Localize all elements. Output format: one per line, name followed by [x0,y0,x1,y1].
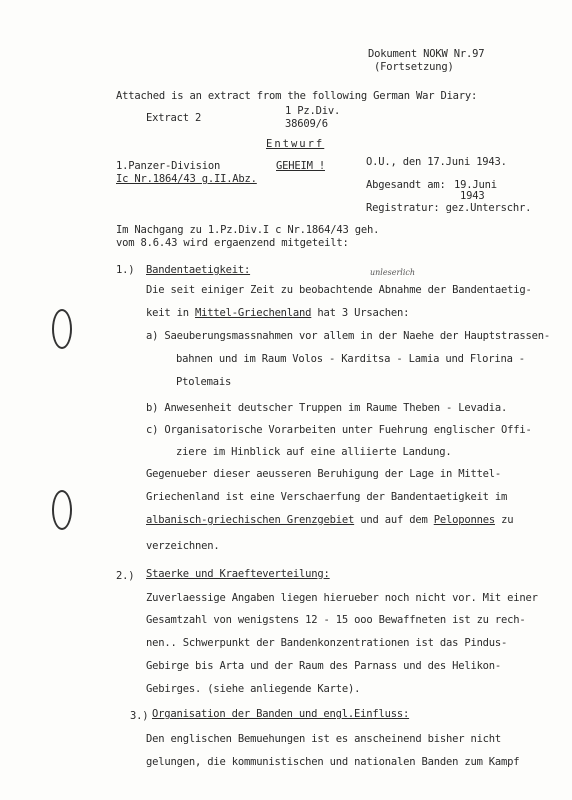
g-line-3-d: zu [494,514,514,526]
item-c-line-2: ziere im Hinblick auf eine alliierte Landung. [176,446,452,458]
punch-hole-top [52,309,72,349]
section-1-title: Bandentaetigkeit: [146,264,251,276]
s1-line-2-c: hat 3 Ursachen: [311,307,410,319]
item-b-line-1: b) Anwesenheit deutscher Truppen im Raume Theben - Levadia. [146,402,508,414]
s2-line-2: Gesamtzahl von wenigstens 12 - 15 ooo Bewaffneten ist zu rech- [146,614,526,626]
section-1-number: 1.) [116,264,135,276]
s3-line-2: gelungen, die kommunistischen und nationalen Banden zum Kampf [146,756,520,768]
section-3-title: Organisation der Banden und engl.Einfluss: [152,708,410,720]
sender-unit: 1.Panzer-Division [116,160,221,172]
peloponnes: Peloponnes [433,514,495,526]
item-a-line-3: Ptolemais [176,376,232,388]
item-a-line-1: a) Saeuberungsmassnahmen vor allem in der Naehe der Hauptstrassen- [146,330,551,342]
attached-note: Attached is an extract from the following German War Diary: [116,90,478,102]
gegenueber-line-1: Gegenueber dieser aeusseren Beruhigung der Lage in Mittel- [146,468,502,480]
extract-label: Extract 2 [146,112,202,124]
intro-line-2: vom 8.6.43 wird ergaenzend mitgeteilt: [116,237,349,249]
geheim-stamp: GEHEIM ! [276,160,325,172]
item-c-line-1: c) Organisatorische Vorarbeiten unter Fuehrung englischer Offi- [146,424,532,436]
mittel-griechenland: Mittel-Griechenland [194,307,312,319]
abgesandt-date-2: 1943 [460,190,485,202]
gegenueber-line-3 [146,514,513,527]
item-a-line-2: bahnen und im Raum Volos - Karditsa - Lamia und Florina - [176,353,525,365]
section-2-number: 2.) [116,570,135,582]
gegenueber-line-4: verzeichnen. [146,540,220,552]
division-line-1: 1 Pz.Div. [285,105,341,117]
document-reference: Dokument NOKW Nr.97 [368,48,485,60]
entwurf-heading: Entwurf [266,138,325,150]
s2-line-3: nen.. Schwerpunkt der Bandenkonzentrationen ist das Pindus- [146,637,508,649]
grenzgebiet: albanisch-griechischen Grenzgebiet [146,514,355,526]
punch-hole-bottom [52,490,72,530]
division-line-2: 38609/6 [285,118,328,130]
s2-line-1: Zuverlaessige Angaben liegen hierueber noch nicht vor. Mit einer [146,592,538,604]
s1-line-2-a: keit in [146,307,195,319]
registratur-line: Registratur: gez.Unterschr. [366,202,532,214]
g-line-3-b: und auf dem [354,514,434,526]
s1-line-2 [146,307,409,320]
abgesandt-label: Abgesandt am: [366,179,446,191]
place-date: O.U., den 17.Juni 1943. [366,156,507,168]
document-continuation: (Fortsetzung) [374,61,454,73]
pencil-note: unleserlich [370,268,416,277]
s2-line-5: Gebirges. (siehe anliegende Karte). [146,683,361,695]
section-2-title: Staerke und Kraefteverteilung: [146,568,330,580]
abgesandt-date-1: 19.Juni [454,179,497,191]
s3-line-1: Den englischen Bemuehungen ist es anscheinend bisher nicht [146,733,502,745]
intro-line-1: Im Nachgang zu 1.Pz.Div.I c Nr.1864/43 geh. [116,224,380,236]
gegenueber-line-2: Griechenland ist eine Verschaerfung der Bandentaetigkeit im [146,491,508,503]
s2-line-4: Gebirge bis Arta und der Raum des Parnass und des Helikon- [146,660,502,672]
section-3-number: 3.) [130,710,149,722]
sender-reference: Ic Nr.1864/43 g.II.Abz. [116,173,257,185]
s1-line-1: Die seit einiger Zeit zu beobachtende Abnahme der Bandentaetig- [146,284,532,296]
